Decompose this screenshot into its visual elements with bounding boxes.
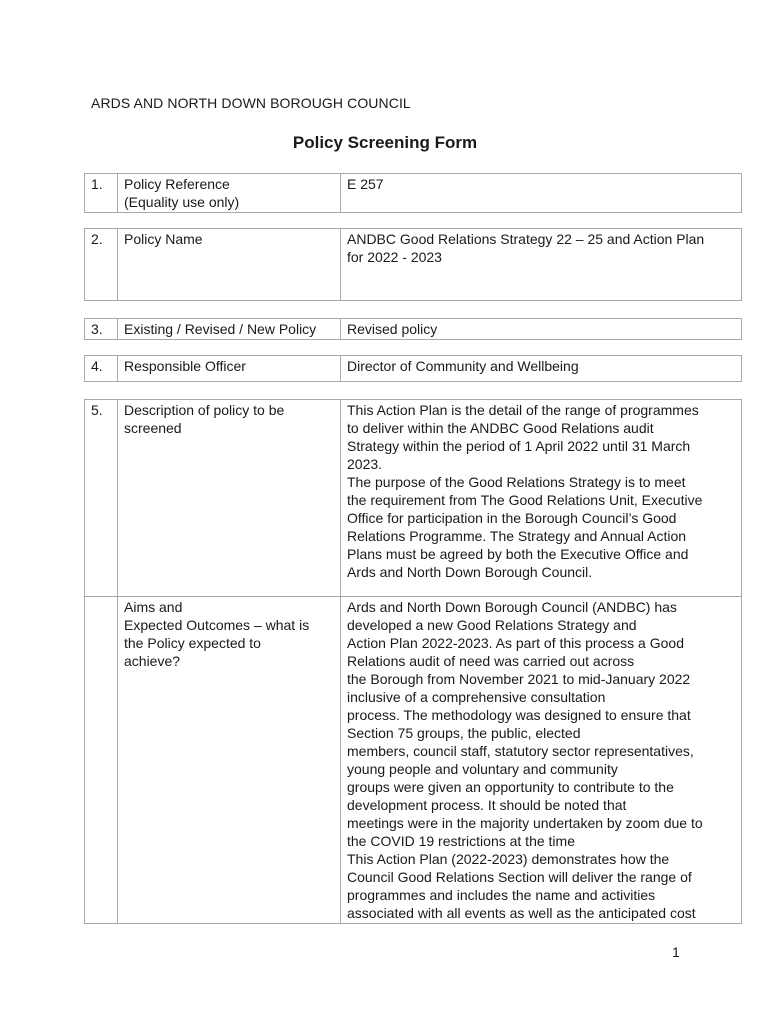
form-row-description: [84, 399, 742, 924]
row-label: Existing / Revised / New Policy: [118, 319, 341, 340]
row-number-empty: [85, 597, 118, 924]
row-number: 1.: [85, 174, 118, 213]
row-label: Description of policy to be screened: [118, 400, 341, 597]
row-label: Policy Reference (Equality use only): [118, 174, 341, 213]
page-number: 1: [672, 944, 680, 960]
page-title: Policy Screening Form: [292, 133, 478, 152]
form-row-policy-name: [84, 228, 742, 301]
row-number: 2.: [85, 229, 118, 301]
row-value: ANDBC Good Relations Strategy 22 – 25 and Action Plan for 2022 - 2023: [341, 229, 742, 301]
row-value: E 257: [341, 174, 742, 213]
form-row-policy-status: [84, 318, 742, 340]
row-label: Responsible Officer: [118, 356, 341, 382]
form-row-responsible-officer: [84, 355, 742, 382]
row-value: This Action Plan is the detail of the range of programmes to deliver within the ANDBC Good Relations audit Strategy within the period of 1 April 2022 until 31 March 2023. The purpose of the Good Relations Strategy is to meet the requirement from The Good Relations Unit, Executive Office for participation in the Borough Council’s Good Relations Programme. The Strategy and Annual Action Plans must be agreed by both the Executive Office and Ards and North Down Borough Council.: [341, 400, 742, 597]
form-row-policy-reference: [84, 173, 742, 213]
row-number: 3.: [85, 319, 118, 340]
aims-label: Aims and Expected Outcomes – what is the Policy expected to achieve?: [118, 597, 341, 924]
row-label: Policy Name: [118, 229, 341, 301]
council-name: ARDS AND NORTH DOWN BOROUGH COUNCIL: [91, 95, 411, 111]
row-value: Revised policy: [341, 319, 742, 340]
row-value: Director of Community and Wellbeing: [341, 356, 742, 382]
row-number: 5.: [85, 400, 118, 597]
row-number: 4.: [85, 356, 118, 382]
aims-value: Ards and North Down Borough Council (ANDBC) has developed a new Good Relations Strategy and Action Plan 2022-2023. As part of this process a Good Relations audit of need was carried out across the Borough from November 2021 to mid-January 2022 inclusive of a comprehensive consultation process. The methodology was designed to ensure that Section 75 groups, the public, elected members, council staff, statutory sector representatives, young people and voluntary and community groups were given an opportunity to contribute to the development process. It should be noted that meetings were in the majority undertaken by zoom due to the COVID 19 restrictions at the time This Action Plan (2022-2023) demonstrates how the Council Good Relations Section will deliver the range of programmes and includes the name and activities associated with all events as well as the anticipated cost: [341, 597, 742, 924]
